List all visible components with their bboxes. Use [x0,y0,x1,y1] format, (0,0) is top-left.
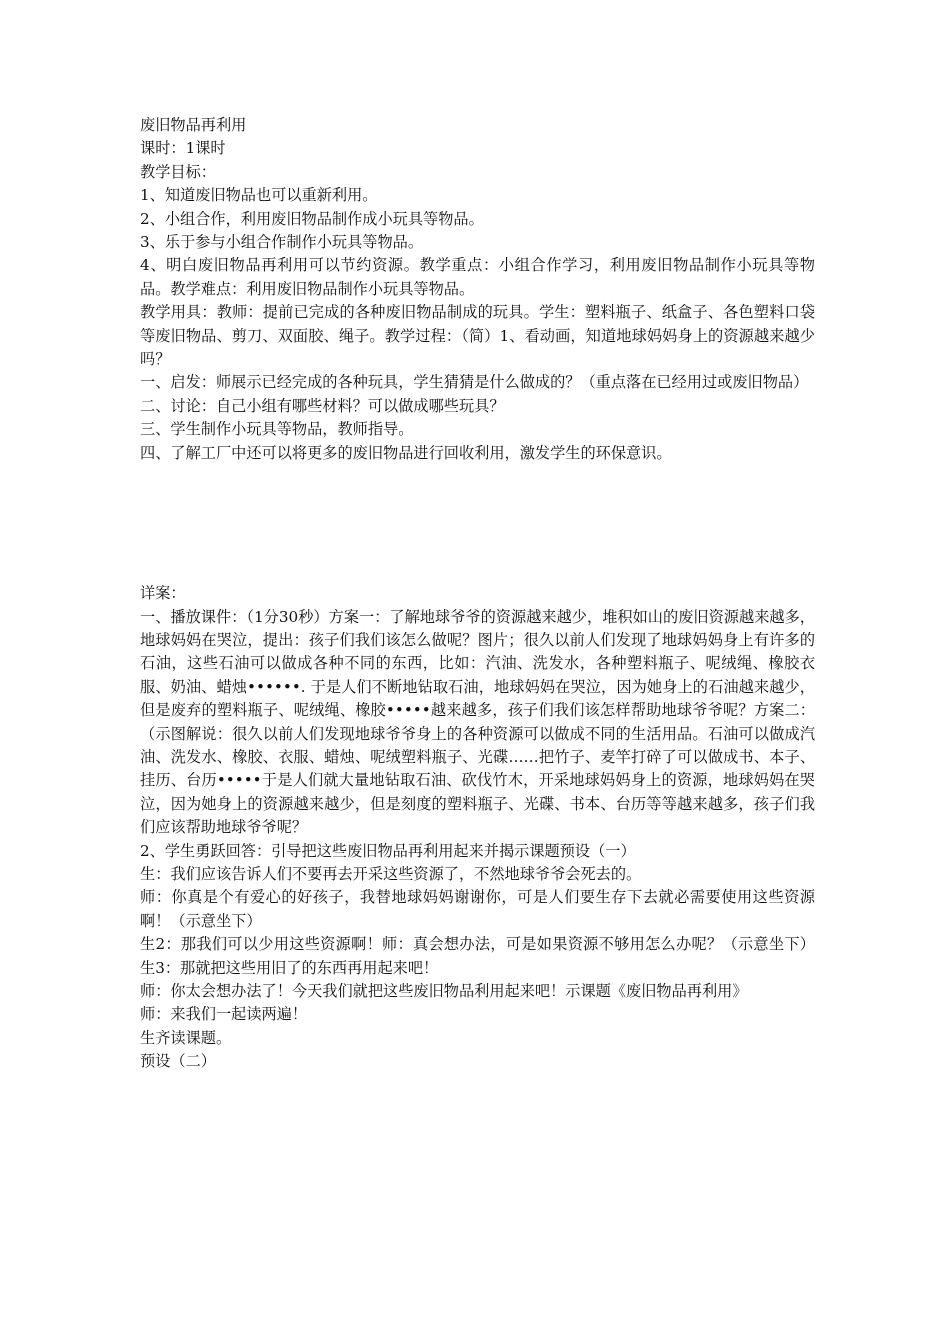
lesson-time: 课时：1课时 [140,139,226,158]
detail-paragraph: 生：我们应该告诉人们不要再去开采这些资源了，不然地球爷爷会死去的。 [140,864,642,883]
process-item: 二、讨论：自己小组有哪些材料？可以做成哪些玩具？ [140,396,505,415]
process-item: 一、启发：师展示已经完成的各种玩具，学生猜猜是什么做成的？（重点落在已经用过或废旧物品） [140,373,809,392]
detail-paragraph: 师：你真是个有爱心的好孩子，我替地球妈妈谢谢你，可是人们要生存下去就必需要使用这些资源啊！（示意坐下） [140,888,815,930]
goals-heading: 教学目标： [140,162,216,181]
goal-item: 4、明白废旧物品再利用可以节约资源。教学重点：小组合作学习，利用废旧物品制作小玩具等物品。教学难点：利用废旧物品制作小玩具等物品。 [140,256,815,298]
doc-title: 废旧物品再利用 [140,116,247,134]
detail-paragraph: 师：你太会想办法了！今天我们就把这些废旧物品利用起来吧！示课题《废旧物品再利用》 [140,982,748,1000]
goal-item: 1、知道废旧物品也可以重新利用。 [140,186,378,205]
teaching-tools: 教学用具：教师：提前已完成的各种废旧物品制成的玩具。学生：塑料瓶子、纸盒子、各色塑料口袋等废旧物品、剪刀、双面胶、绳子。教学过程：（简）1、看动画，知道地球妈妈身上的资源越来越少吗？ [140,303,815,369]
process-item: 四、了解工厂中还可以将更多的废旧物品进行回收利用，激发学生的环保意识。 [140,443,672,462]
process-item: 三、学生制作小玩具等物品，教师指导。 [140,420,414,439]
detail-paragraph: 2、学生勇跃回答：引导把这些废旧物品再利用起来并揭示课题预设（一） [140,841,636,860]
goal-item: 2、小组合作，利用废旧物品制作成小玩具等物品。 [140,209,484,228]
detail-paragraph: 师：来我们一起读两遍！ [140,1005,308,1024]
blank-gap [140,465,815,582]
document-page [140,114,815,1074]
detail-paragraph: 一、播放课件：（1分30秒）方案一：了解地球爷爷的资源越来越少，堆积如山的废旧资源越来越多，地球妈妈在哭泣，提出：孩子们我们该怎么做呢？图片；很久以前人们发现了地球妈妈身上有许多的石油，这些石油可以做成各种不同的东西，比如：汽油、洗发水，各种塑料瓶子、呢绒绳、橡胶衣服、奶油、蜡烛••••••. 于是人们不断地钻取石油，地球妈妈在哭泣，因为她身上的石油越来越少，但是废弃的塑料瓶子、呢绒绳、橡胶•••••越来越多，孩子们我们该怎样帮助地球爷爷呢？方案二：（示图解说：很久以前人们发现地球爷爷身上的各种资源可以做成不同的生活用品。石油可以做成汽油、洗发水、橡胶、衣服、蜡烛、呢绒塑料瓶子、光碟……把竹子、麦竿打碎了可以做成书、本子、挂历、台历•••••于是人们就大量地钻取石油、砍伐竹木，开采地球妈妈身上的资源，地球妈妈在哭泣，因为她身上的资源越来越少，但是刻度的塑料瓶子、光碟、书本、台历等等越来越多，孩子们我们应该帮助地球爷爷呢？ [140,607,815,837]
detail-paragraph: 生齐读课题。 [140,1028,232,1047]
goal-item: 3、乐于参与小组合作制作小玩具等物品。 [140,233,424,252]
detail-paragraph: 生2：那我们可以少用这些资源啊！师：真会想办法，可是如果资源不够用怎么办呢？（示意坐下）生3：那就把这些用旧了的东西再用起来吧！ [140,935,815,977]
detail-paragraph: 预设（二） [140,1052,216,1071]
detail-heading: 详案： [140,584,186,603]
